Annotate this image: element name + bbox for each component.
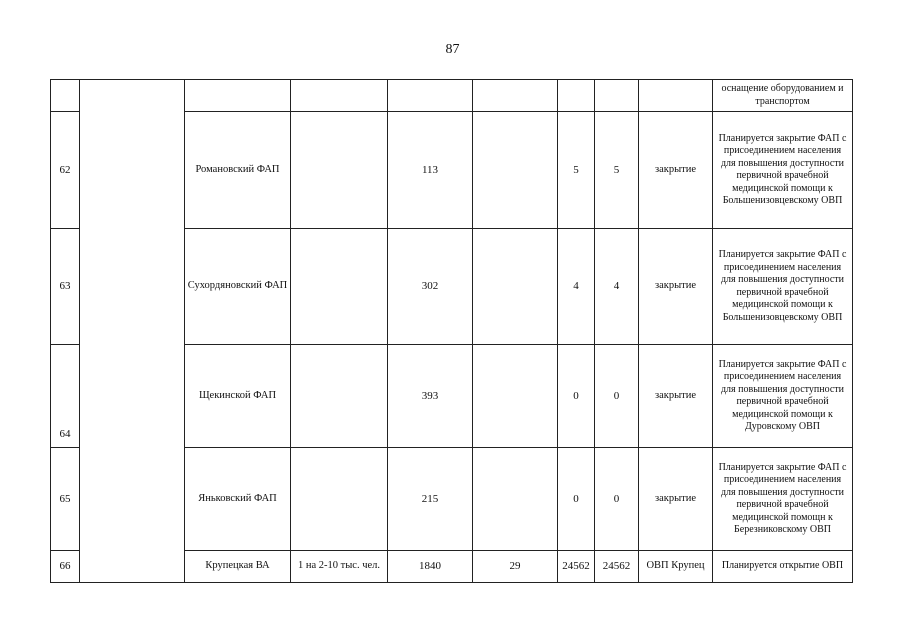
action-cell: закрытие bbox=[639, 229, 713, 345]
table-row-continuation bbox=[51, 80, 853, 112]
population-cell: 302 bbox=[388, 229, 473, 345]
col6-cell bbox=[473, 345, 558, 448]
population-cell bbox=[388, 80, 473, 112]
index-cell: 63 bbox=[51, 229, 80, 345]
action-cell: закрытие bbox=[639, 345, 713, 448]
action-cell bbox=[639, 80, 713, 112]
type-cell bbox=[291, 112, 388, 229]
name-cell: Крупецкая ВА bbox=[185, 551, 291, 583]
note-cell: Планируется закрытие ФАП с присоединением населения для повышения доступности первичной врачебной медицинской помощи к Дуровскому ОВП bbox=[713, 345, 853, 448]
note-cell: оснащение оборудованием и транспортом bbox=[713, 80, 853, 112]
action-cell: закрытие bbox=[639, 448, 713, 551]
col8-cell: 0 bbox=[595, 345, 639, 448]
col7-cell: 0 bbox=[558, 345, 595, 448]
col8-cell: 0 bbox=[595, 448, 639, 551]
index-cell: 66 bbox=[51, 551, 80, 583]
index-cell bbox=[51, 80, 80, 112]
type-cell bbox=[291, 229, 388, 345]
note-cell: Планируется закрытие ФАП с присоединением населения для повышения доступности первичной врачебной медицинской помощн к Березниковскому ОВП bbox=[713, 448, 853, 551]
note-cell: Планируется закрытие ФАП с присоединением населения для повышения доступности первичной врачебной медицинской помощи к Большенизовцевскому ОВП bbox=[713, 229, 853, 345]
name-cell bbox=[185, 80, 291, 112]
type-cell bbox=[291, 448, 388, 551]
col6-cell bbox=[473, 229, 558, 345]
population-cell: 1840 bbox=[388, 551, 473, 583]
note-cell: Планируется закрытие ФАП с присоединением населения для повышения доступности первичной врачебной медицинской помощи к Большенизовцевскому ОВП bbox=[713, 112, 853, 229]
col6-cell bbox=[473, 448, 558, 551]
name-cell: Романовский ФАП bbox=[185, 112, 291, 229]
index-cell: 62 bbox=[51, 112, 80, 229]
note-cell: Планируется открытие ОВП bbox=[713, 551, 853, 583]
type-cell bbox=[291, 345, 388, 448]
type-cell bbox=[291, 80, 388, 112]
col6-cell bbox=[473, 80, 558, 112]
index-cell: 65 bbox=[51, 448, 80, 551]
population-cell: 393 bbox=[388, 345, 473, 448]
col7-cell: 24562 bbox=[558, 551, 595, 583]
col7-cell: 0 bbox=[558, 448, 595, 551]
population-cell: 113 bbox=[388, 112, 473, 229]
action-cell: закрытие bbox=[639, 112, 713, 229]
facilities-table bbox=[50, 79, 853, 583]
col6-cell: 29 bbox=[473, 551, 558, 583]
col8-cell: 4 bbox=[595, 229, 639, 345]
col6-cell bbox=[473, 112, 558, 229]
population-cell: 215 bbox=[388, 448, 473, 551]
name-cell: Сухордяновский ФАП bbox=[185, 229, 291, 345]
page-number: 87 bbox=[445, 42, 460, 57]
col7-cell: 5 bbox=[558, 112, 595, 229]
index-cell: 64 bbox=[51, 345, 80, 448]
col8-cell: 5 bbox=[595, 112, 639, 229]
col8-cell bbox=[595, 80, 639, 112]
district-cell bbox=[80, 80, 185, 583]
name-cell: Щекинской ФАП bbox=[185, 345, 291, 448]
col8-cell: 24562 bbox=[595, 551, 639, 583]
type-cell: 1 на 2-10 тыс. чел. bbox=[291, 551, 388, 583]
col7-cell bbox=[558, 80, 595, 112]
col7-cell: 4 bbox=[558, 229, 595, 345]
action-cell: ОВП Крупец bbox=[639, 551, 713, 583]
name-cell: Яньковский ФАП bbox=[185, 448, 291, 551]
